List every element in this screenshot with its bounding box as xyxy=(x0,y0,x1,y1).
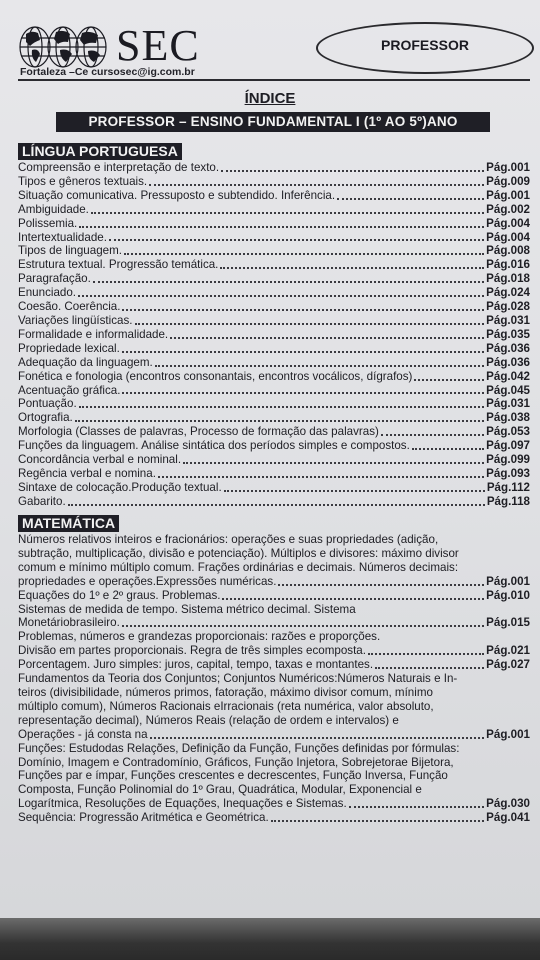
dot-leader xyxy=(122,392,484,394)
dot-leader xyxy=(149,184,484,186)
entry-topic: Enunciado. xyxy=(18,286,77,300)
index-entry xyxy=(18,286,530,300)
entry-text-line: múltiplo comum), Números Racionais eIrracionais (reta numérica, valor absoluto, xyxy=(18,699,434,713)
section-lingua-portuguesa xyxy=(18,143,530,509)
index-entry xyxy=(18,189,530,203)
dot-leader xyxy=(122,351,484,353)
dot-leader xyxy=(155,365,484,367)
index-entry xyxy=(18,244,530,258)
entry-page: Pág.118 xyxy=(486,494,530,508)
section-title: MATEMÁTICA xyxy=(18,515,119,532)
entry-topic: Ambiguidade. xyxy=(18,202,89,216)
entry-text-line: teiros (divisibilidade, números primos, fatoração, máximo divisor comum, mínimo xyxy=(18,685,433,699)
entry-topic: Tipos e gêneros textuais. xyxy=(18,174,148,188)
entry-topic: Monetáriobrasileiro. xyxy=(18,616,120,630)
index-entry xyxy=(18,425,530,439)
dot-leader xyxy=(150,737,485,739)
entry-text-line: Sistemas de medida de tempo. Sistema métrico decimal. Sistema xyxy=(18,602,356,616)
entry-page: Pág.001 xyxy=(486,574,530,588)
globe-logo-icon xyxy=(18,24,108,70)
dot-leader xyxy=(381,434,484,436)
index-entry xyxy=(18,616,530,630)
math-entry xyxy=(18,811,530,825)
entry-topic: Fonética e fonologia (encontros consonantais, encontros vocálicos, dígrafos) xyxy=(18,369,413,383)
entry-page: Pág.015 xyxy=(486,616,530,630)
index-entry xyxy=(18,658,530,672)
index-entry xyxy=(18,175,530,189)
entry-topic: Gabarito. xyxy=(18,494,66,508)
entry-text-line: Números relativos inteiros e fracionários: operações e suas propriedades (adição, xyxy=(18,533,439,546)
entry-page: Pág.009 xyxy=(486,174,530,188)
entry-page: Pág.018 xyxy=(486,272,530,286)
entry-topic: Ortografia. xyxy=(18,411,73,425)
entry-topic: Equações do 1º e 2º graus. Problemas. xyxy=(18,588,221,602)
entry-page: Pág.030 xyxy=(486,797,530,811)
entry-text-line: Funções par e ímpar, Funções crescentes e decrescentes, Função Inversa, Função xyxy=(18,769,448,783)
entry-page: Pág.001 xyxy=(486,188,530,202)
entry-page: Pág.001 xyxy=(486,161,530,174)
entry-topic: Compreensão e interpretação de texto. xyxy=(18,161,220,174)
entry-page: Pág.036 xyxy=(486,341,530,355)
dot-leader xyxy=(91,212,484,214)
dot-leader xyxy=(68,504,485,506)
entry-topic: Paragrafação. xyxy=(18,272,91,286)
entry-page: Pág.027 xyxy=(486,658,530,672)
math-entry xyxy=(18,672,530,742)
entry-page: Pág.001 xyxy=(486,727,530,741)
index-entry xyxy=(18,384,530,398)
entry-text-line: Problemas, números e grandezas proporcionais: razões e proporções. xyxy=(18,630,381,644)
entry-page: Pág.053 xyxy=(486,425,530,439)
entry-page: Pág.038 xyxy=(486,411,530,425)
entry-topic: propriedades e operações.Expressões numéricas. xyxy=(18,574,277,588)
entry-page: Pág.042 xyxy=(486,369,530,383)
index-entry xyxy=(18,300,530,314)
entry-page: Pág.024 xyxy=(486,286,530,300)
dot-leader xyxy=(271,820,484,822)
entry-topic: Tipos de linguagem. xyxy=(18,244,122,258)
dot-leader xyxy=(221,170,484,172)
index-entry xyxy=(18,811,530,825)
entry-topic: Divisão em partes proporcionais. Regra de três simples ecomposta. xyxy=(18,644,366,658)
entry-page: Pág.002 xyxy=(486,202,530,216)
entry-topic: Adequação da linguagem. xyxy=(18,355,153,369)
dot-leader xyxy=(220,267,484,269)
dot-leader xyxy=(170,337,484,339)
index-entry xyxy=(18,203,530,217)
entry-page: Pág.099 xyxy=(486,453,530,467)
entry-topic: Operações - já consta na xyxy=(18,727,148,741)
entry-topic: Coesão. Coerência. xyxy=(18,300,121,314)
brand-name: SEC xyxy=(116,21,200,70)
math-entry xyxy=(18,658,530,672)
entry-text-line: subtração, multiplicação, divisão e potenciação). Múltiplos e divisores: máximo divisor xyxy=(18,546,459,560)
index-entry xyxy=(18,258,530,272)
index-entry xyxy=(18,728,530,742)
dot-leader xyxy=(183,462,484,464)
math-entry xyxy=(18,630,530,658)
dot-leader xyxy=(412,448,484,450)
entry-text-line: Fundamentos da Teoria dos Conjuntos; Conjuntos Numéricos:Números Naturais e In- xyxy=(18,672,458,686)
index-entry xyxy=(18,370,530,384)
entry-page: Pág.112 xyxy=(486,480,530,494)
index-entry xyxy=(18,589,530,603)
level-banner: PROFESSOR – ENSINO FUNDAMENTAL I (1º AO 5º)ANO xyxy=(56,112,490,132)
matematica-items xyxy=(18,533,530,825)
entry-page: Pág.008 xyxy=(486,244,530,258)
dot-leader xyxy=(222,598,484,600)
index-entry xyxy=(18,272,530,286)
entry-topic: Funções da linguagem. Análise sintática dos períodos simples e compostos. xyxy=(18,439,410,453)
section-title: LÍNGUA PORTUGUESA xyxy=(18,143,182,160)
dot-leader xyxy=(79,226,484,228)
entry-page: Pág.016 xyxy=(486,258,530,272)
dot-leader xyxy=(224,490,485,492)
index-entry xyxy=(18,342,530,356)
entry-page: Pág.097 xyxy=(486,439,530,453)
index-entry xyxy=(18,439,530,453)
entry-page: Pág.031 xyxy=(486,313,530,327)
entry-topic: Formalidade e informalidade. xyxy=(18,327,169,341)
index-entry xyxy=(18,328,530,342)
lingua-items xyxy=(18,161,530,509)
entry-topic: Regência verbal e nomina. xyxy=(18,466,156,480)
page-bottom-shadow xyxy=(0,918,540,960)
dot-leader xyxy=(135,323,485,325)
entry-topic: Logarítmica, Resoluções de Equações, Inequações e Sistemas. xyxy=(18,797,347,811)
header-rule xyxy=(18,79,530,81)
dot-leader xyxy=(93,281,484,283)
dot-leader xyxy=(278,584,484,586)
entry-topic: Situação comunicativa. Pressuposto e subtendido. Inferência. xyxy=(18,188,336,202)
entry-text-line: Composta, Função Polinomial do 1º Grau, Quadrática, Modular, Exponencial e xyxy=(18,783,422,797)
index-entry xyxy=(18,575,530,589)
entry-topic: Morfologia (Classes de palavras, Processo de formação das palavras) xyxy=(18,425,379,439)
entry-page: Pág.031 xyxy=(486,397,530,411)
index-entry xyxy=(18,644,530,658)
dot-leader xyxy=(122,625,484,627)
dot-leader xyxy=(368,653,484,655)
index-entry xyxy=(18,314,530,328)
entry-topic: Intertextualidade. xyxy=(18,230,107,244)
dot-leader xyxy=(122,309,484,311)
index-entry xyxy=(18,411,530,425)
entry-page: Pág.021 xyxy=(486,644,530,658)
dot-leader xyxy=(337,198,484,200)
dot-leader xyxy=(349,806,484,808)
entry-topic: Variações lingüísticas. xyxy=(18,313,133,327)
entry-page: Pág.004 xyxy=(486,216,530,230)
entry-text-line: representação decimal), Números Reais (relação de ordem e intervalos) e xyxy=(18,713,399,727)
index-entry xyxy=(18,797,530,811)
entry-page: Pág.036 xyxy=(486,355,530,369)
index-entry xyxy=(18,467,530,481)
entry-text-line: comum e mínimo múltiplo comum. Frações ordinárias e decimais. Números decimais: xyxy=(18,560,459,574)
entry-topic: Acentuação gráfica. xyxy=(18,383,121,397)
index-entry xyxy=(18,495,530,509)
entry-topic: Sintaxe de colocação.Produção textual. xyxy=(18,480,222,494)
math-entry xyxy=(18,742,530,812)
entry-topic: Propriedade lexical. xyxy=(18,341,120,355)
dot-leader xyxy=(79,406,485,408)
entry-topic: Polissemia. xyxy=(18,216,78,230)
entry-topic: Sequência: Progressão Aritmética e Geométrica. xyxy=(18,811,269,825)
entry-topic: Estrutura textual. Progressão temática. xyxy=(18,258,219,272)
dot-leader xyxy=(158,476,484,478)
contact-line: Fortaleza –Ce cursosec@ig.com.br xyxy=(20,66,195,78)
entry-page: Pág.041 xyxy=(486,811,530,825)
entry-topic: Concordância verbal e nominal. xyxy=(18,453,182,467)
math-entry xyxy=(18,603,530,631)
index-title: ÍNDICE xyxy=(244,90,296,107)
index-entry xyxy=(18,397,530,411)
index-entry xyxy=(18,453,530,467)
dot-leader xyxy=(414,379,484,381)
dot-leader xyxy=(375,667,484,669)
dot-leader xyxy=(124,253,484,255)
entry-text-line: Funções: Estudodas Relações, Definição da Função, Funções definidas por fórmulas: xyxy=(18,741,460,755)
entry-page: Pág.093 xyxy=(486,466,530,480)
dot-leader xyxy=(75,420,484,422)
index-entry xyxy=(18,161,530,175)
entry-page: Pág.045 xyxy=(486,383,530,397)
entry-page: Pág.028 xyxy=(486,300,530,314)
index-entry xyxy=(18,231,530,245)
math-entry xyxy=(18,589,530,603)
index-entry xyxy=(18,356,530,370)
entry-topic: Porcentagem. Juro simples: juros, capital, tempo, taxas e montantes. xyxy=(18,658,374,672)
index-entry xyxy=(18,217,530,231)
professor-badge: PROFESSOR xyxy=(316,22,534,74)
entry-page: Pág.010 xyxy=(486,588,530,602)
math-entry xyxy=(18,533,530,589)
entry-text-line: Domínio, Imagem e Contradomínio, Gráficos, Função Injetora, Sobrejetorae Bijetora, xyxy=(18,755,454,769)
entry-page: Pág.035 xyxy=(486,327,530,341)
dot-leader xyxy=(109,239,484,241)
entry-topic: Pontuação. xyxy=(18,397,77,411)
dot-leader xyxy=(78,295,484,297)
index-entry xyxy=(18,481,530,495)
section-matematica xyxy=(18,515,530,825)
entry-page: Pág.004 xyxy=(486,230,530,244)
